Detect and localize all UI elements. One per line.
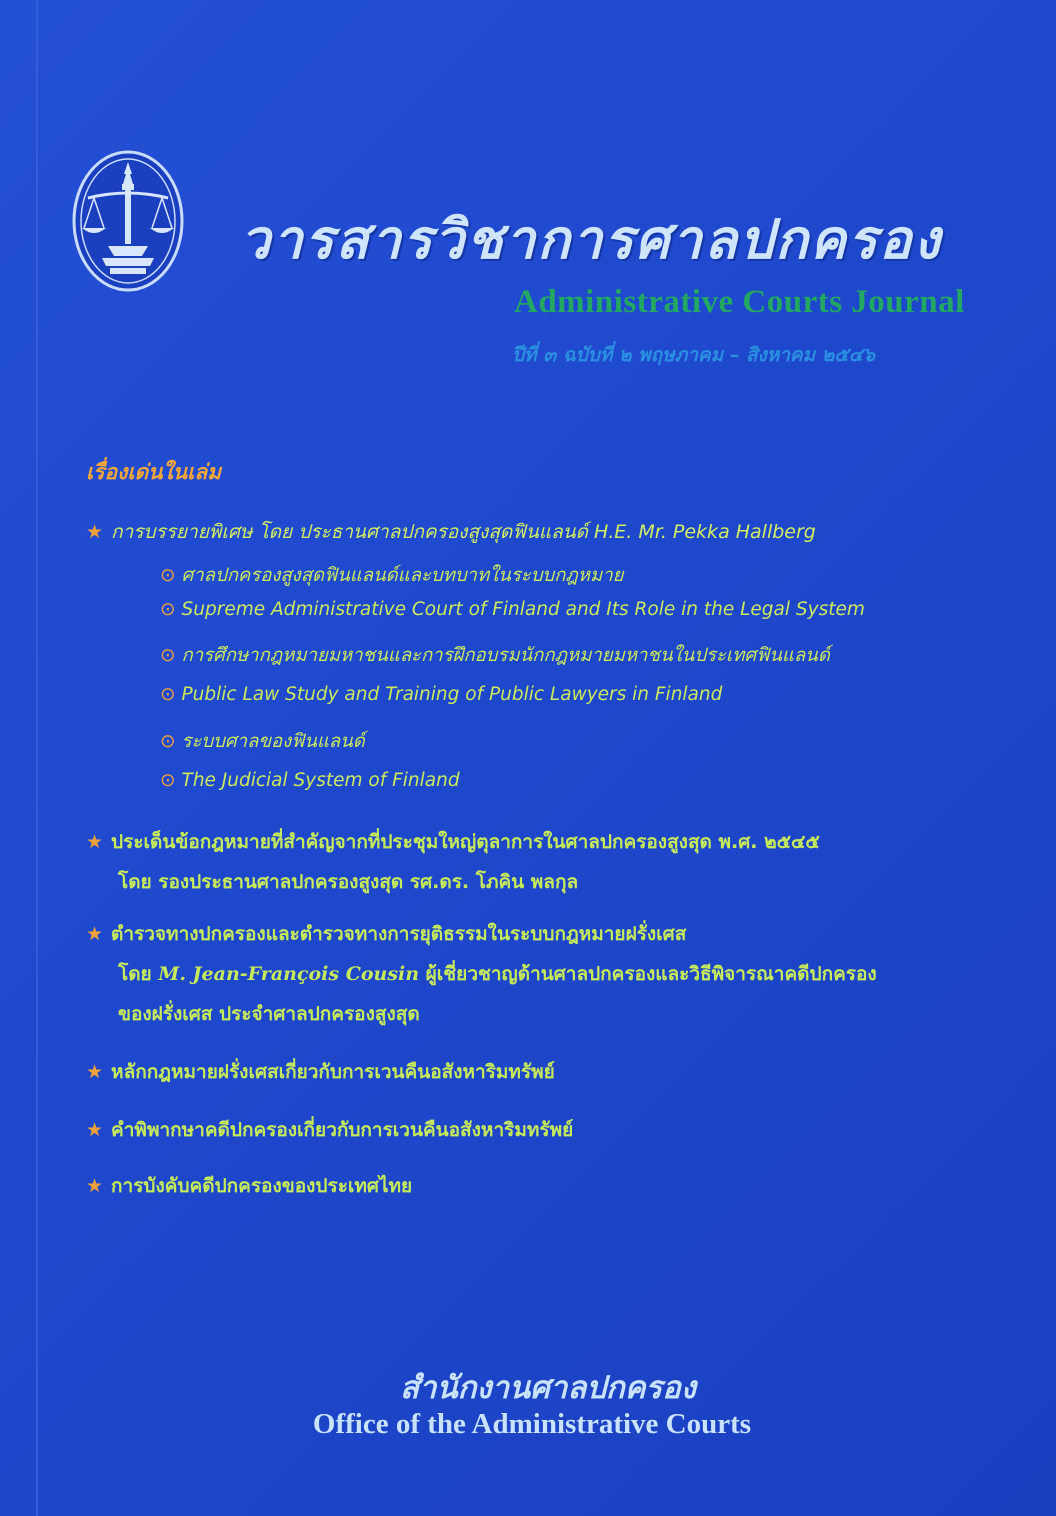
byline-suffix: ผู้เชี่ยวชาญด้านศาลปกครองและวิธีพิจารณาคดีปกครอง xyxy=(419,963,877,985)
subitem-text: Supreme Administrative Court of Finland and Its Role in the Legal System xyxy=(181,599,865,620)
subitem-text: ศาลปกครองสูงสุดฟินแลนด์และบทบาทในระบบกฎหมาย xyxy=(181,565,624,586)
subitem xyxy=(160,641,1020,670)
highlights-heading: เรื่องเด่นในเล่ม xyxy=(86,460,221,484)
highlight-item-special-lecture xyxy=(86,512,986,552)
subitem-text: Public Law Study and Training of Public Lawyers in Finland xyxy=(181,684,723,705)
subitem xyxy=(160,684,1020,705)
subitem xyxy=(160,561,1020,590)
subitem xyxy=(160,727,1020,756)
highlight-item-police xyxy=(86,914,986,1034)
circle-bullet-icon: ⊙ xyxy=(160,731,176,752)
scales-of-justice-emblem xyxy=(70,148,186,294)
publisher-name-english: Office of the Administrative Courts xyxy=(312,1408,752,1440)
highlight-item-judgments xyxy=(86,1110,986,1150)
highlight-item-text: ประเด็นข้อกฎหมายที่สำคัญจากที่ประชุมใหญ่ตุลาการในศาลปกครองสูงสุด พ.ศ. ๒๕๔๕ xyxy=(111,831,820,853)
publisher-name-thai: สำนักงานศาลปกครอง xyxy=(400,1370,696,1406)
circle-bullet-icon: ⊙ xyxy=(160,684,176,705)
author-name: M. Jean-François Cousin xyxy=(158,963,420,985)
highlight-item-byline-cont: ของฝรั่งเศส ประจำศาลปกครองสูงสุด xyxy=(118,1003,420,1025)
subitem-text: การศึกษากฎหมายมหาชนและการฝึกอบรมนักกฎหมายมหาชนในประเทศฟินแลนด์ xyxy=(181,645,830,666)
issue-info: ปีที่ ๓ ฉบับที่ ๒ พฤษภาคม – สิงหาคม ๒๕๔๖ xyxy=(512,344,876,366)
highlight-item-text: การบังคับคดีปกครองของประเทศไทย xyxy=(111,1175,413,1197)
star-icon: ★ xyxy=(86,923,104,945)
subitem xyxy=(160,770,1020,791)
star-icon: ★ xyxy=(86,1119,104,1141)
journal-title-thai: วารสารวิชาการศาลปกครอง xyxy=(240,207,942,271)
subitem-text: ระบบศาลของฟินแลนด์ xyxy=(181,731,365,752)
circle-bullet-icon: ⊙ xyxy=(160,645,176,666)
star-icon: ★ xyxy=(86,521,104,543)
highlight-item-text: ตำรวจทางปกครองและตำรวจทางการยุติธรรมในระบบกฎหมายฝรั่งเศส xyxy=(111,923,687,945)
circle-bullet-icon: ⊙ xyxy=(160,770,176,791)
highlight-item-legal-issues xyxy=(86,822,986,902)
highlight-item-text: การบรรยายพิเศษ โดย ประธานศาลปกครองสูงสุดฟินแลนด์ H.E. Mr. Pekka Hallberg xyxy=(111,521,816,543)
star-icon: ★ xyxy=(86,1175,104,1197)
byline-prefix: โดย xyxy=(118,963,159,985)
journal-title-english: Administrative Courts Journal xyxy=(514,284,965,320)
highlight-item-enforcement xyxy=(86,1166,986,1206)
highlight-item-french-law xyxy=(86,1052,986,1092)
circle-bullet-icon: ⊙ xyxy=(160,565,176,586)
star-icon: ★ xyxy=(86,1061,104,1083)
highlight-item-text: หลักกฎหมายฝรั่งเศสเกี่ยวกับการเวนคืนอสังหาริมทรัพย์ xyxy=(111,1061,555,1083)
highlight-item-byline xyxy=(86,954,986,994)
spine-crease xyxy=(36,0,38,1516)
highlight-item-text: คำพิพากษาคดีปกครองเกี่ยวกับการเวนคืนอสังหาริมทรัพย์ xyxy=(111,1119,574,1141)
circle-bullet-icon: ⊙ xyxy=(160,599,176,620)
highlight-item-byline: โดย รองประธานศาลปกครองสูงสุด รศ.ดร. โภคิน พลกุล xyxy=(118,871,579,893)
subitem-text: The Judicial System of Finland xyxy=(181,770,460,791)
subitem xyxy=(160,599,1020,620)
star-icon: ★ xyxy=(86,831,104,853)
